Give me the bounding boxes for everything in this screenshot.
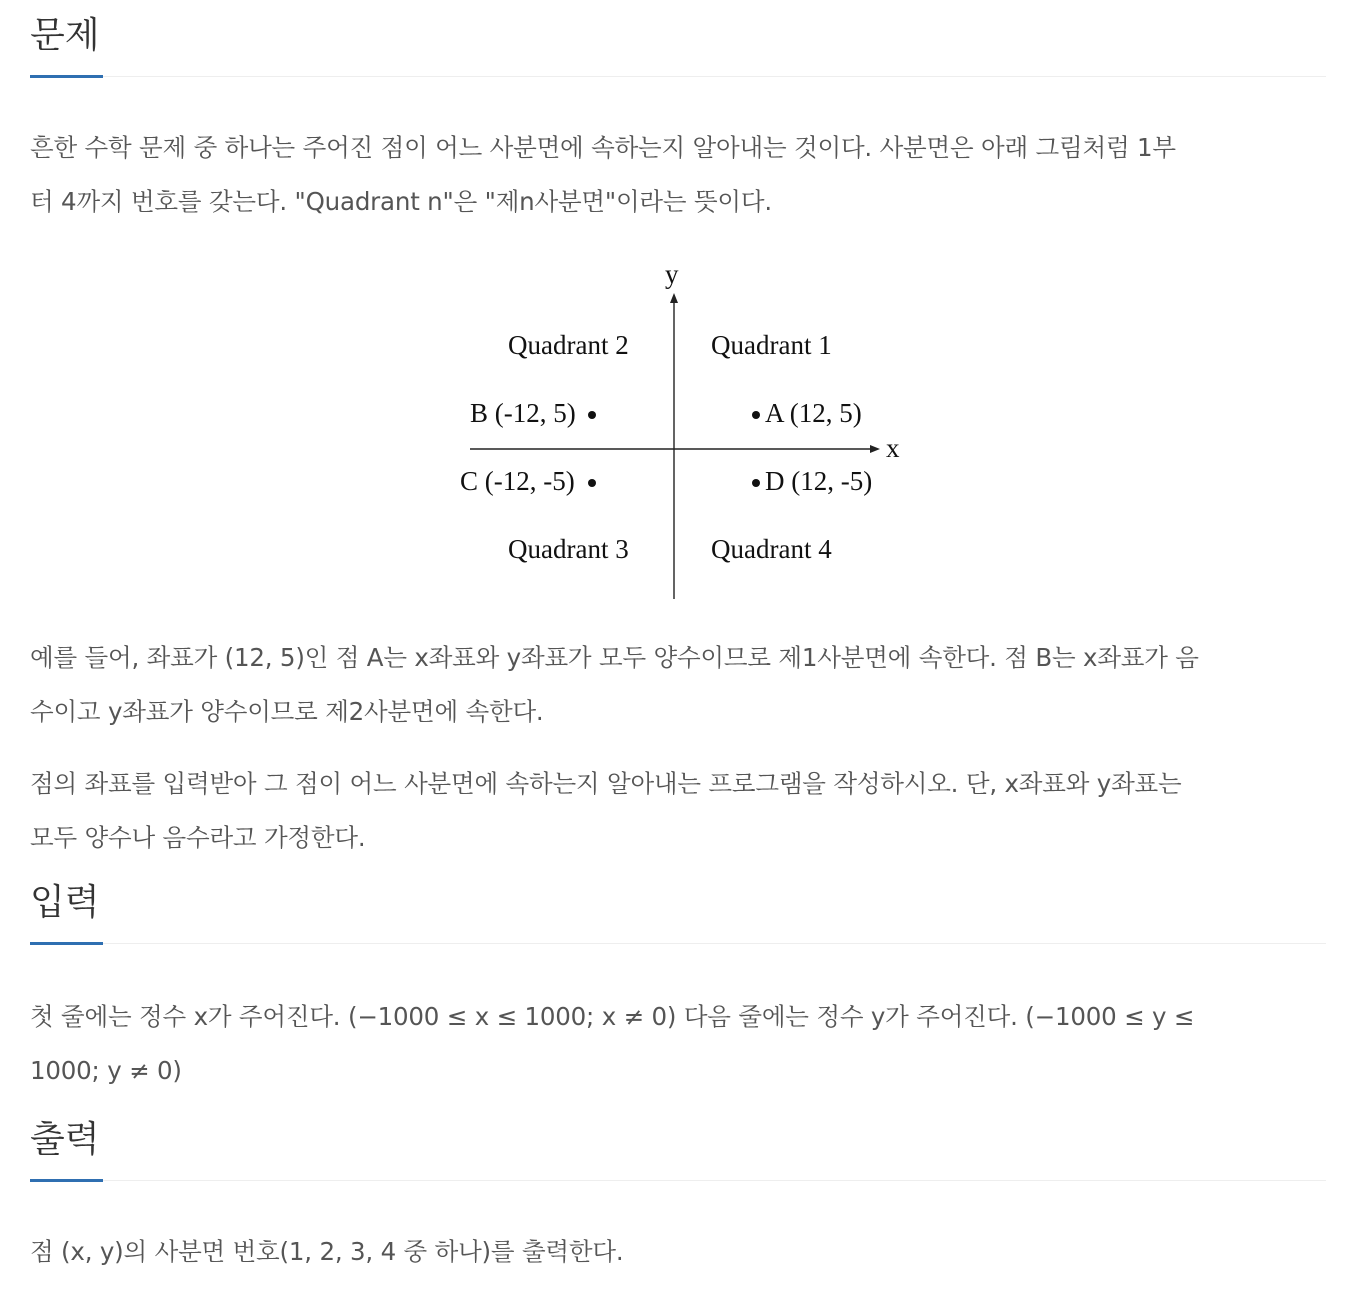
input-description — [30, 990, 1326, 1098]
problem-paragraph-3-line-1: 점의 좌표를 입력받아 그 점이 어느 사분면에 속하는지 알아내는 프로그램을 작성하시오. 단, x좌표와 y좌표는 — [30, 769, 1182, 798]
problem-paragraph-2-line-2: 수이고 y좌표가 양수이므로 제2사분면에 속한다. — [30, 697, 544, 726]
quadrant-diagram — [30, 257, 1326, 609]
quadrant-2-label: Quadrant 2 — [508, 330, 629, 360]
input-line-2: 1000; y ≠ 0) — [30, 1056, 182, 1085]
problem-paragraph-1-line-1: 흔한 수학 문제 중 하나는 주어진 점이 어느 사분면에 속하는지 알아내는 것이다. 사분면은 아래 그림처럼 1부 — [30, 133, 1176, 162]
output-title-underline — [30, 1179, 103, 1182]
quadrant-3-label: Quadrant 3 — [508, 534, 629, 564]
quadrant-4-label: Quadrant 4 — [711, 534, 832, 564]
y-axis-arrow-icon — [670, 293, 678, 303]
point-b-label: B (-12, 5) — [470, 398, 576, 428]
point-a-dot — [752, 411, 760, 419]
output-line-1: 점 (x, y)의 사분면 번호(1, 2, 3, 4 중 하나)를 출력한다. — [30, 1237, 624, 1266]
input-title: 입력 — [30, 882, 100, 923]
point-a-label: A (12, 5) — [765, 398, 862, 428]
point-c-label: C (-12, -5) — [460, 466, 575, 496]
output-title: 출력 — [30, 1119, 100, 1160]
input-title-underline — [30, 942, 103, 945]
problem-page — [30, 0, 1326, 1279]
output-description — [30, 1225, 1326, 1279]
x-axis-label: x — [886, 433, 900, 463]
point-d-dot — [752, 479, 760, 487]
problem-task — [30, 757, 1326, 865]
quadrant-figure — [30, 257, 1326, 609]
point-b-dot — [588, 411, 596, 419]
point-d-label: D (12, -5) — [765, 466, 873, 496]
problem-paragraph-3-line-2: 모두 양수나 음수라고 가정한다. — [30, 823, 366, 852]
x-axis-arrow-icon — [870, 445, 880, 453]
output-section-header — [30, 1094, 1326, 1181]
problem-example — [30, 631, 1326, 739]
y-axis-label: y — [665, 259, 679, 289]
problem-title: 문제 — [30, 15, 100, 56]
problem-paragraph-2-line-1: 예를 들어, 좌표가 (12, 5)인 점 A는 x좌표와 y좌표가 모두 양수이므로 제1사분면에 속한다. 점 B는 x좌표가 음 — [30, 643, 1199, 672]
input-line-1: 첫 줄에는 정수 x가 주어진다. (−1000 ≤ x ≤ 1000; x ≠ 0) 다음 줄에는 정수 y가 주어진다. (−1000 ≤ y ≤ — [30, 1002, 1195, 1031]
quadrant-1-label: Quadrant 1 — [711, 330, 832, 360]
problem-title-underline — [30, 75, 103, 78]
point-c-dot — [588, 479, 596, 487]
problem-section-header — [30, 0, 1326, 77]
problem-description — [30, 121, 1326, 229]
input-section-header — [30, 859, 1326, 944]
problem-paragraph-1-line-2: 터 4까지 번호를 갖는다. "Quadrant n"은 "제n사분면"이라는 뜻이다. — [30, 187, 772, 216]
